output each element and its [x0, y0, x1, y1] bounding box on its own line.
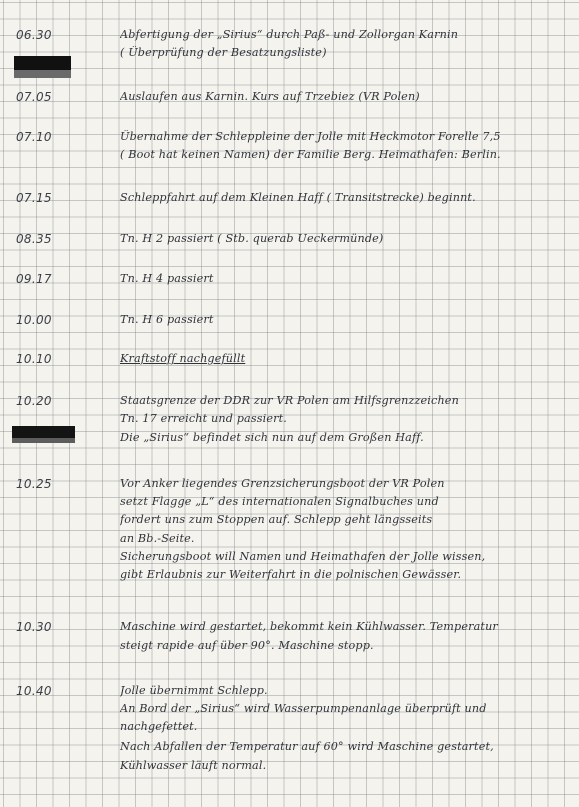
entry-time: 10.00 — [16, 313, 52, 327]
entry-time: 08.35 — [16, 232, 52, 246]
entry-line: Tn. 17 erreicht und passiert. — [120, 412, 288, 425]
redaction-mark-top-band — [14, 70, 71, 78]
entry-line: Jolle übernimmt Schlepp. — [120, 684, 268, 697]
entry-line: setzt Flagge „L“ des internationalen Signalbuches und — [120, 495, 439, 508]
entry-line: nachgefettet. — [120, 720, 198, 733]
entry-line: Tn. H 2 passiert ( Stb. querab Ueckermünde) — [120, 232, 384, 245]
entry-line: Übernahme der Schleppleine der Jolle mit Heckmotor Forelle 7,5 — [120, 130, 501, 143]
entry-time: 10.20 — [16, 394, 52, 408]
entry-time: 10.40 — [16, 684, 52, 698]
entry-line: fordert uns zum Stoppen auf. Schlepp geht längsseits — [120, 513, 433, 526]
entry-line: Tn. H 4 passiert — [120, 272, 214, 285]
entry-line: Nach Abfallen der Temperatur auf 60° wird Maschine gestartet, — [120, 740, 494, 753]
entry-time: 10.30 — [16, 620, 52, 634]
entry-line: Tn. H 6 passiert — [120, 313, 214, 326]
entry-line: Kühlwasser läuft normal. — [120, 759, 267, 772]
entry-line: Schleppfahrt auf dem Kleinen Haff ( Transitstrecke) beginnt. — [120, 191, 476, 204]
entry-line: Staatsgrenze der DDR zur VR Polen am Hilfsgrenzzeichen — [120, 394, 459, 407]
entry-time: 07.15 — [16, 191, 52, 205]
entry-line: Die „Sirius“ befindet sich nun auf dem Großen Haff. — [120, 431, 424, 444]
redaction-mark-lower-band — [12, 438, 75, 443]
entry-line: an Bb.-Seite. — [120, 532, 195, 545]
entry-line: ( Überprüfung der Besatzungsliste) — [120, 46, 327, 59]
entry-time: 06.30 — [16, 28, 52, 42]
entry-line: Maschine wird gestartet, bekommt kein Kühlwasser. Temperatur — [120, 620, 498, 633]
entry-line: An Bord der „Sirius“ wird Wasserpumpenanlage überprüft und — [120, 702, 487, 715]
entry-line: Auslaufen aus Karnin. Kurs auf Trzebiez (VR Polen) — [120, 90, 420, 103]
entry-line: gibt Erlaubnis zur Weiterfahrt in die polnischen Gewässer. — [120, 568, 462, 581]
entry-line: steigt rapide auf über 90°. Maschine stopp. — [120, 639, 374, 652]
entry-line: Abfertigung der „Sirius“ durch Paß- und Zollorgan Karnin — [120, 28, 459, 41]
entry-time: 10.10 — [16, 352, 52, 366]
entry-time: 07.05 — [16, 90, 52, 104]
entry-line: Sicherungsboot will Namen und Heimathafen der Jolle wissen, — [120, 550, 486, 563]
entry-line: ( Boot hat keinen Namen) der Familie Berg. Heimathafen: Berlin. — [120, 148, 501, 161]
entry-line: Vor Anker liegendes Grenzsicherungsboot der VR Polen — [120, 477, 445, 490]
entry-time: 10.25 — [16, 477, 52, 491]
entry-line: Kraftstoff nachgefüllt — [120, 352, 246, 365]
entry-time: 09.17 — [16, 272, 52, 286]
entry-time: 07.10 — [16, 130, 52, 144]
